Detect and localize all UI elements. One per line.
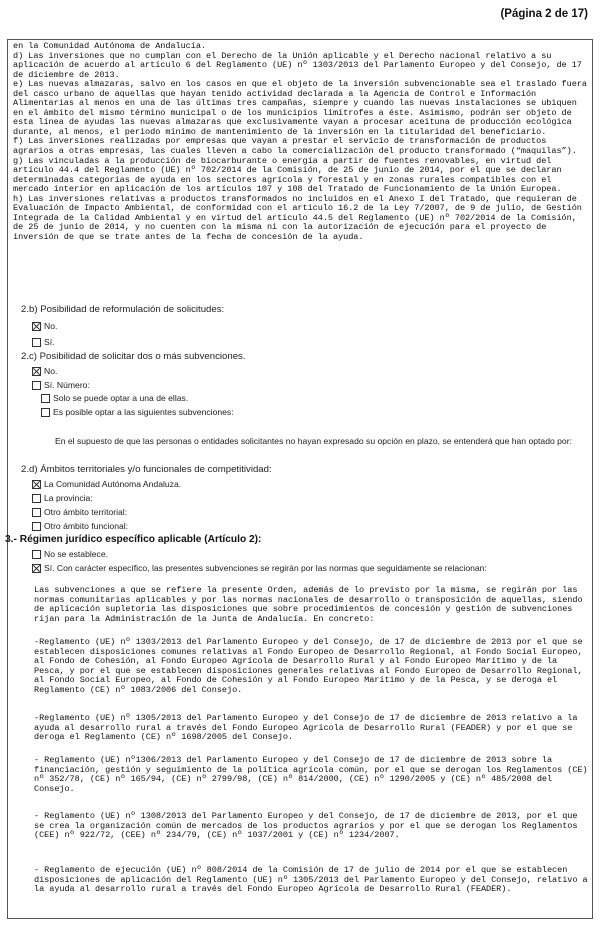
default-option-note: En el supuesto de que las personas o entidades solicitantes no hayan expresado su opción en plazo, se entenderá que han optado por: — [55, 436, 572, 446]
checkbox-icon[interactable] — [32, 381, 41, 390]
page-number: (Página 2 de 17) — [500, 8, 588, 20]
option-3-no[interactable] — [32, 549, 108, 559]
option-2c-solo-una[interactable] — [41, 393, 188, 403]
checkbox-icon[interactable] — [32, 522, 41, 531]
option-3-si[interactable] — [32, 563, 487, 573]
checkbox-icon[interactable] — [41, 408, 50, 417]
exclusions-text: en la Comunidad Autónoma de Andalucía. d) Las inversiones que no cumplan con el Derecho de la Unión aplicable y el Derecho nacional relativo a su aplicación de acuerdo al artículo 6 del Reglamento (UE) nº 1303/2013 del Parlamento Europeo y del Consejo, de 17 de diciembre de 2013. e) Las nuevas almazaras, salvo en los casos en que el objeto de la inversión subvencionable sea el traslado fuera del casco urbano de aquellas que hayan tenido actividad declarada a la Agencia de Control e Información Alimentarias al menos en una de las últimas tres campañas, siempre y cuando las nuevas instalaciones se ubiquen en el ámbito del mismo término municipal o de los municipios limítrofes a éste. Asimismo, podrán ser objeto de esta línea de ayudas las nuevas almazaras que exclusivamente vayan a procesar aceituna de producción ecológica durante, al menos, el periodo mínimo de mantenimiento de la inversión en la titularidad del beneficiario. f) Las inversiones realizadas por empresas que vayan a prestar el servicio de transformación de productos agrarios a otras empresas, las cuales lleven a cabo la comercialización del producto transformado (“maquilas”). g) Las vinculadas a la producción de biocarburante o energía a partir de fuentes renovables, en virtud del artículo 44.4 del Reglamento (UE) nº 702/2014 de la Comisión, de 25 de junio de 2014, por el que se declaran determinadas categorías de ayuda en los sectores agrícola y forestal y en zonas rurales compatibles con el mercado interior en aplicación de los artículos 107 y 108 del Tratado de Funcionamiento de la Unión Europea. h) Las inversiones relativas a productos transformados no incluidos en el Anexo I del Tratado, que requieran de Evaluación de Impacto Ambiental, de conformidad con el artículo 16.2 de la Ley 7/2007, de 9 de julio, de Gestión Integrada de la Calidad Ambiental y en virtud del artículo 44.5 del Reglamento (UE) nº 702/2014 de la Comisión, de 25 de junio de 2014, y no cuenten con la misma ni con la autorización de ejecución para el proyecto de inversión de que se trate antes de la fecha de concesión de la ayuda. — [13, 41, 587, 242]
section-3-title: 3.- Régimen jurídico específico aplicable (Artículo 2): — [5, 534, 262, 545]
checkbox-checked-icon[interactable] — [32, 564, 41, 573]
option-2d-otro-funcional[interactable] — [32, 521, 128, 531]
option-2b-no[interactable] — [32, 321, 57, 331]
option-label: Sí. Número: — [44, 380, 90, 390]
option-label: La Comunidad Autónoma Andaluza. — [44, 479, 182, 489]
regime-intro-paragraph: Las subvenciones a que se refiere la presente Orden, además de lo previsto por la misma, se regirán por las normas comunitarias aplicables y por las normas nacionales de desarrollo o transposición de aquellas, siendo de aplicación supletoria las disposiciones que sobre procedimientos de concesión y gestión de subvenciones rijan para la Administración de la Junta de Andalucía. En concreto: — [34, 585, 583, 624]
checkbox-icon[interactable] — [32, 338, 41, 347]
option-label: Es posible optar a las siguientes subvenciones: — [53, 407, 234, 417]
option-label: Sí. — [44, 337, 55, 347]
regulation-1303-paragraph: -Reglamento (UE) nº 1303/2013 del Parlamento Europeo y del Consejo, de 17 de diciembre de 2013 por el que se establecen disposiciones comunes relativas al Fondo Europeo de Desarrollo Regional, al Fondo Social Europeo, al Fondo de Cohesión, al Fondo Europeo Agrícola de Desarrollo Rural y al Fondo Europeo Marítimo y de la Pesca, y por el que se establecen disposiciones generales relativas al Fondo Europeo de Desarrollo Regional, al Fondo Social Europeo, al Fondo de Cohesión y al Fondo Europeo Marítimo y de la Pesca, y se deroga el Reglamento (CE) nº 1083/2006 del Consejo. — [34, 637, 583, 695]
option-2c-varias[interactable] — [41, 407, 234, 417]
option-2d-comunidad[interactable] — [32, 479, 181, 489]
checkbox-checked-icon[interactable] — [32, 480, 41, 489]
checkbox-checked-icon[interactable] — [32, 367, 41, 376]
option-2c-si[interactable] — [32, 380, 90, 390]
option-label: No. — [44, 321, 58, 331]
section-2c-label: 2.c) Posibilidad de solicitar dos o más subvenciones. — [21, 351, 246, 362]
option-2d-otro-territorial[interactable] — [32, 507, 127, 517]
option-2b-si[interactable] — [32, 337, 55, 347]
option-label: Otro ámbito territorial: — [44, 507, 128, 517]
option-2d-provincia[interactable] — [32, 493, 93, 503]
document-frame — [7, 39, 593, 919]
checkbox-icon[interactable] — [32, 508, 41, 517]
regulation-1305-paragraph: -Reglamento (UE) nº 1305/2013 del Parlamento Europeo y del Consejo de 17 de diciembre de 2013 relativo a la ayuda al desarrollo rural a través del Fondo Europeo Agrícola de Desarrollo Rural (FEADER) y por el que se deroga el Reglamento (CE) nº 1698/2005 del Consejo. — [34, 713, 578, 743]
option-label: La provincia: — [44, 493, 93, 503]
regulation-808-paragraph: - Reglamento de ejecución (UE) nº 808/2014 de la Comisión de 17 de julio de 2014 por el que se establecen disposiciones de aplicación del Reglamento (UE) nº 1305/2013 del Parlamento Europeo y del Consejo, relativo a la ayuda al desarrollo rural a través del Fondo Europeo Agrícola de Desarrollo Rural (FEADER). — [34, 865, 588, 895]
option-label: Sí. Con carácter específico, las presentes subvenciones se regirán por las normas que seguidamente se relacionan: — [44, 563, 487, 573]
option-label: Otro ámbito funcional: — [44, 521, 129, 531]
option-2c-no[interactable] — [32, 366, 57, 376]
section-2d-label: 2.d) Ámbitos territoriales y/o funcionales de competitividad: — [21, 464, 272, 475]
checkbox-icon[interactable] — [32, 550, 41, 559]
option-label: Solo se puede optar a una de ellas. — [53, 393, 189, 403]
option-label: No se establece. — [44, 549, 109, 559]
regulation-1308-paragraph: - Reglamento (UE) nº 1308/2013 del Parlamento Europeo y del Consejo, de 17 de diciembre de 2013, por el que se crea la organización común de mercados de los productos agrarios y por el que se derogan los Reglamentos (CEE) nº 922/72, (CEE) nº 234/79, (CE) nº 1037/2001 y (CE) nº 1234/2007. — [34, 811, 578, 841]
section-2b-label: 2.b) Posibilidad de reformulación de solicitudes: — [21, 304, 225, 315]
checkbox-icon[interactable] — [32, 494, 41, 503]
option-label: No. — [44, 366, 58, 376]
regulation-1306-paragraph: - Reglamento (UE) nº1306/2013 del Parlamento Europeo y del Consejo de 17 de diciembre de 2013 sobre la financiación, gestión y seguimiento de la política agrícola común, por el que se derogan los Reglamentos (CE) nº 352/78, (CE) nº 165/94, (CE) nº 2799/98, (CE) nº 814/2000, (CE) nº 1290/2005 y (CE) nº 485/2008 del Consejo. — [34, 755, 588, 794]
checkbox-icon[interactable] — [41, 394, 50, 403]
checkbox-checked-icon[interactable] — [32, 322, 41, 331]
